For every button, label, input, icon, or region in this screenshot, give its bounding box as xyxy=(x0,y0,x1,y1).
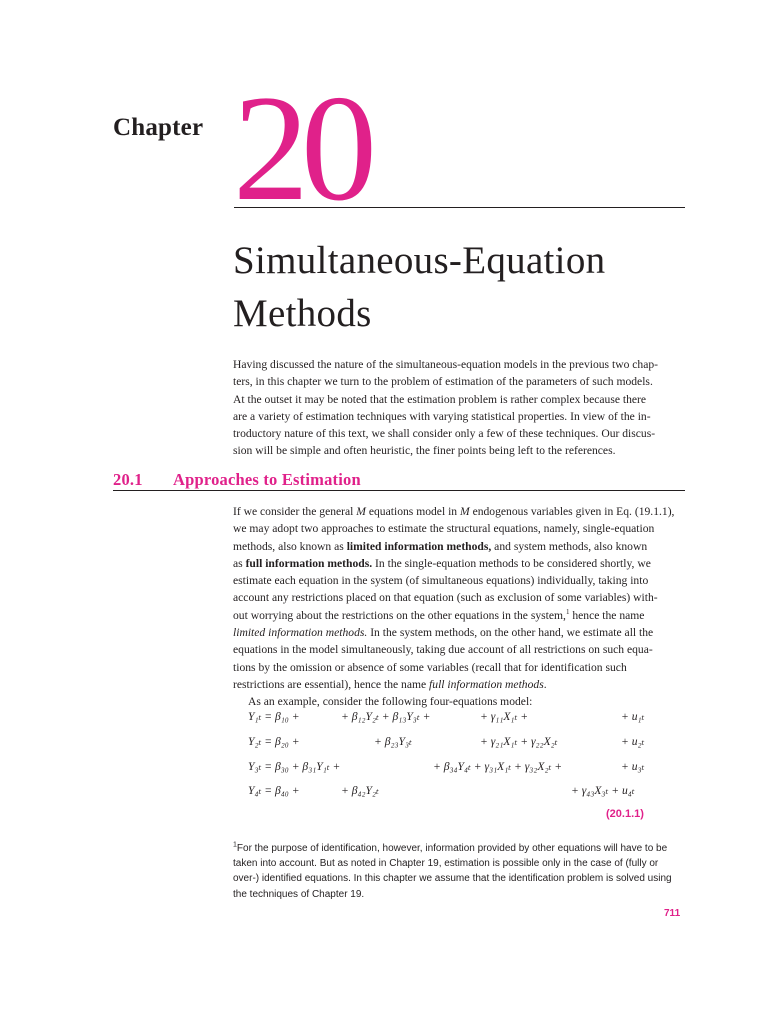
chapter-label: Chapter xyxy=(113,114,204,141)
eq-term: + u₂ₜ xyxy=(621,735,645,748)
intro-line: troductory nature of this text, we shall consider only a few of these techniques. Our discus- xyxy=(233,427,656,441)
section-number: 20.1 xyxy=(113,470,143,489)
section-rule xyxy=(113,490,685,491)
footnote-ref: 1 xyxy=(565,607,570,616)
intro-line: At the outset it may be noted that the estimation problem is rather complex because there xyxy=(233,392,647,406)
text: restrictions are essential), hence the name xyxy=(233,677,430,691)
text: If we consider the general xyxy=(233,505,357,518)
text: For the purpose of identification, however, information provided by other equations will have to be xyxy=(236,843,668,854)
body-line xyxy=(233,503,684,520)
eq-term: + β₄₂Y₂ₜ xyxy=(341,784,379,797)
text-italic: full information methods xyxy=(429,677,544,691)
body-line xyxy=(233,676,684,693)
footnote-line xyxy=(233,841,685,856)
footnote xyxy=(233,841,685,902)
eq-term: + γ₄₃X₃ₜ + u₄ₜ xyxy=(571,784,635,797)
body-paragraph xyxy=(233,503,684,711)
text: equations model in xyxy=(365,505,460,518)
body-line xyxy=(233,555,684,572)
text-italic: limited information methods. xyxy=(233,626,368,640)
text: hence the name xyxy=(569,608,645,622)
text: out worrying about the restrictions on the other equations in the system, xyxy=(233,608,566,622)
text: In the single-equation methods to be considered shortly, we xyxy=(372,556,651,570)
eq-term: + γ₂₁X₁ₜ + γ₂₂X₂ₜ xyxy=(480,735,558,748)
body-line xyxy=(233,538,684,555)
text: endogenous variables given in Eq. (19.1.1), xyxy=(469,505,675,518)
eq-term: + u₃ₜ xyxy=(621,760,645,773)
chapter-rule xyxy=(234,207,685,208)
text: methods, also known as xyxy=(233,539,347,553)
body-line: tions by the omission or absence of some variables (recall that for identification such xyxy=(233,660,627,674)
section-heading xyxy=(113,470,361,490)
text: as xyxy=(233,556,246,570)
text: In the system methods, on the other hand, we estimate all the xyxy=(367,626,654,640)
footnote-marker: 1 xyxy=(233,841,237,849)
footnote-line: taken into account. But as noted in Chapter 19, estimation is possible only in the case of (fully or xyxy=(233,858,659,870)
body-line xyxy=(233,607,684,624)
intro-paragraph xyxy=(233,356,684,460)
text-italic: M xyxy=(460,505,470,518)
eq-term: Y₂ₜ = β₂₀ + xyxy=(248,735,300,748)
eq-term: + u₁ₜ xyxy=(621,710,645,723)
body-line: estimate each equation in the system (of simultaneous equations) individually, taking into xyxy=(233,574,649,588)
body-line: account any restrictions placed on that equation (such as exclusion of some variables) with- xyxy=(233,591,658,605)
eq-term: Y₁ₜ = β₁₀ + xyxy=(248,710,300,723)
footnote-line: the techniques of Chapter 19. xyxy=(233,888,365,900)
chapter-title-line-1: Simultaneous-Equation xyxy=(233,239,606,282)
body-line: we may adopt two approaches to estimate the structural equations, namely, single-equation xyxy=(233,522,655,536)
intro-line: sion will be simple and often heuristic, the finer points being left to the references. xyxy=(233,444,616,458)
eq-term: Y₄ₜ = β₄₀ + xyxy=(248,784,300,797)
text: and system methods, also known xyxy=(491,539,648,553)
chapter-title xyxy=(233,234,713,340)
body-line: As an example, consider the following four-equations model: xyxy=(248,695,533,709)
equation-number: (20.1.1) xyxy=(606,808,644,820)
text: . xyxy=(543,677,547,691)
section-title: Approaches to Estimation xyxy=(173,470,361,489)
eq-term: + γ₁₁X₁ₜ + xyxy=(480,710,529,723)
eq-term: + β₃₄Y₄ₜ + γ₃₁X₁ₜ + γ₃₂X₂ₜ + xyxy=(433,760,563,773)
intro-line: Having discussed the nature of the simultaneous-equation models in the previous two chap- xyxy=(233,358,659,371)
text-bold: limited information methods, xyxy=(346,539,492,553)
chapter-number: 20 xyxy=(233,64,369,232)
chapter-title-line-2: Methods xyxy=(233,292,372,335)
footnote-line: over-) identified equations. In this chapter we assume that the identification problem is solved using xyxy=(233,873,672,885)
intro-line: ters, in this chapter we turn to the problem of estimation of the parameters of such models. xyxy=(233,375,653,389)
body-line xyxy=(233,624,684,641)
text-italic: M xyxy=(356,505,366,518)
eq-term: Y₃ₜ = β₃₀ + β₃₁Y₁ₜ + xyxy=(248,760,341,773)
eq-term: + β₁₂Y₂ₜ + β₁₃Y₃ₜ + xyxy=(341,710,431,723)
page-number: 711 xyxy=(664,908,681,919)
body-line: equations in the model simultaneously, taking due account of all restrictions on such equa- xyxy=(233,643,653,657)
eq-term: + β₂₃Y₃ₜ xyxy=(374,735,412,748)
text-bold: full information methods. xyxy=(245,556,373,570)
intro-line: are a variety of estimation techniques with varying statistical properties. In view of the in- xyxy=(233,409,651,423)
